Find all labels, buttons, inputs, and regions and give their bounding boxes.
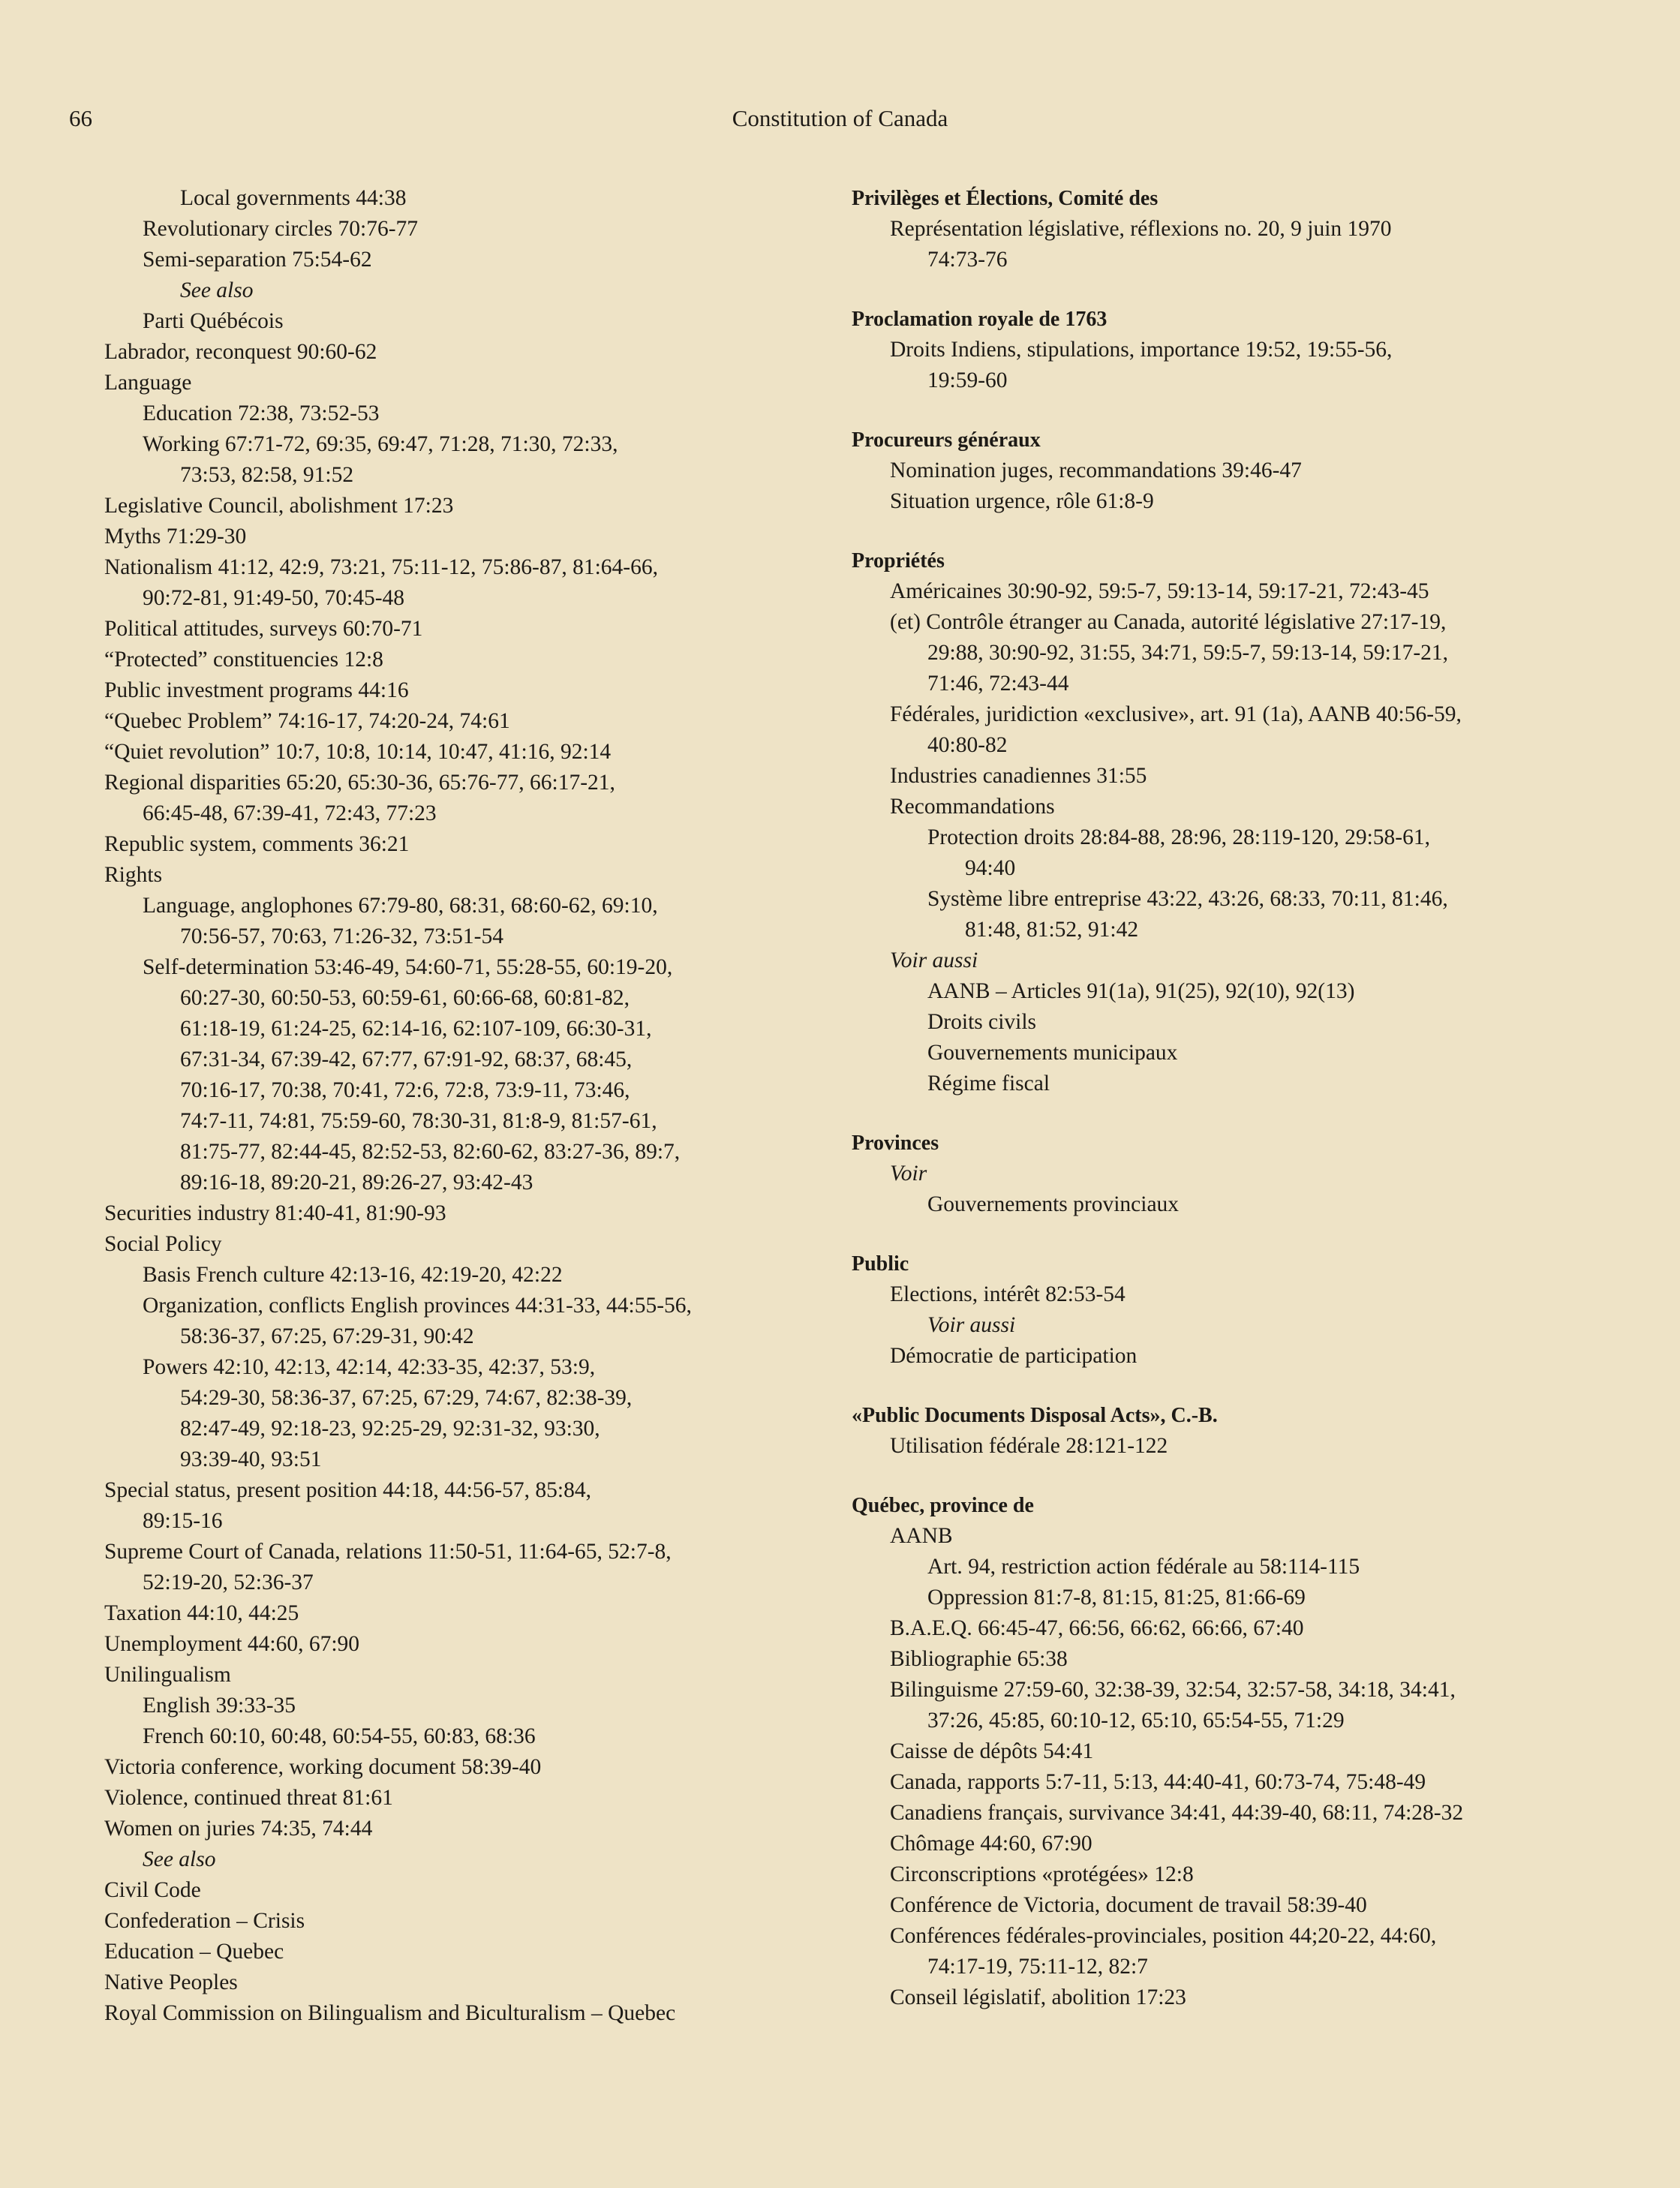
index-entry: Special status, present position 44:18, 44:56-57, 85:84,	[104, 1478, 591, 1502]
index-entry: French 60:10, 60:48, 60:54-55, 60:83, 68:36	[143, 1724, 536, 1748]
entry-spacer	[852, 1462, 1602, 1490]
index-entry: Oppression 81:7-8, 81:15, 81:25, 81:66-69	[927, 1585, 1306, 1609]
index-entry: Droits Indiens, stipulations, importance 19:52, 19:55-56,	[890, 338, 1393, 362]
index-entry: 37:26, 45:85, 60:10-12, 65:10, 65:54-55, 71:29	[927, 1709, 1345, 1733]
index-entry: 52:19-20, 52:36-37	[143, 1570, 314, 1594]
index-entry: Voir aussi	[927, 1313, 1016, 1337]
index-entry: Confederation – Crisis	[104, 1909, 305, 1933]
index-entry: Canada, rapports 5:7-11, 5:13, 44:40-41, 60:73-74, 75:48-49	[890, 1770, 1426, 1794]
index-entry: 74:17-19, 75:11-12, 82:7	[927, 1955, 1148, 1979]
index-entry: Organization, conflicts English provinces 44:31-33, 44:55-56,	[143, 1294, 692, 1318]
index-entry: English 39:33-35	[143, 1694, 296, 1718]
index-heading: Procureurs généraux	[852, 428, 1041, 452]
index-entry: Voir aussi	[890, 948, 978, 972]
index-entry: See also	[180, 278, 254, 302]
index-entry: Unilingualism	[104, 1663, 231, 1687]
index-entry: Education – Quebec	[104, 1940, 284, 1964]
index-entry: Working 67:71-72, 69:35, 69:47, 71:28, 71:30, 72:33,	[143, 432, 618, 456]
index-entry: 74:73-76	[927, 248, 1008, 272]
index-column-left	[104, 183, 817, 2029]
index-entry: Parti Québécois	[143, 309, 284, 333]
index-entry: AANB – Articles 91(1a), 91(25), 92(10), 92(13)	[927, 979, 1355, 1003]
index-column-right	[852, 183, 1602, 2013]
index-entry: Self-determination 53:46-49, 54:60-71, 55:28-55, 60:19-20,	[143, 955, 673, 979]
index-entry: Public investment programs 44:16	[104, 678, 409, 702]
index-entry: Conférence de Victoria, document de travail 58:39-40	[890, 1893, 1367, 1917]
index-entry: Legislative Council, abolishment 17:23	[104, 494, 454, 518]
index-entry: 73:53, 82:58, 91:52	[180, 463, 354, 487]
index-entry: “Protected” constituencies 12:8	[104, 648, 383, 672]
index-entry: Américaines 30:90-92, 59:5-7, 59:13-14, 59:17-21, 72:43-45	[890, 579, 1429, 603]
index-entry: Chômage 44:60, 67:90	[890, 1832, 1092, 1856]
index-heading: Provinces	[852, 1132, 939, 1155]
index-heading: Proclamation royale de 1763	[852, 308, 1107, 331]
index-entry: Système libre entreprise 43:22, 43:26, 68:33, 70:11, 81:46,	[927, 887, 1448, 911]
index-entry: Republic system, comments 36:21	[104, 832, 410, 856]
index-entry: 19:59-60	[927, 368, 1008, 392]
index-entry: Industries canadiennes 31:55	[890, 764, 1147, 788]
index-entry: Nomination juges, recommandations 39:46-47	[890, 458, 1302, 482]
index-entry: Language, anglophones 67:79-80, 68:31, 68:60-62, 69:10,	[143, 894, 658, 918]
index-entry: Recommandations	[890, 795, 1055, 819]
index-entry: 89:15-16	[143, 1509, 223, 1533]
index-entry: Women on juries 74:35, 74:44	[104, 1817, 373, 1841]
index-entry: Royal Commission on Bilingualism and Biculturalism – Quebec	[104, 2001, 676, 2025]
page-header	[0, 105, 1680, 135]
index-entry: 93:39-40, 93:51	[180, 1447, 322, 1471]
index-entry: 94:40	[965, 856, 1016, 880]
index-entry: Violence, continued threat 81:61	[104, 1786, 393, 1810]
index-entry: Revolutionary circles 70:76-77	[143, 217, 419, 241]
index-entry: Victoria conference, working document 58:39-40	[104, 1755, 542, 1779]
index-entry: 61:18-19, 61:24-25, 62:14-16, 62:107-109, 66:30-31,	[180, 1017, 652, 1041]
index-entry: Language	[104, 371, 192, 395]
index-entry: Unemployment 44:60, 67:90	[104, 1632, 360, 1656]
page-number: 66	[69, 105, 92, 131]
index-entry: Protection droits 28:84-88, 28:96, 28:119-120, 29:58-61,	[927, 825, 1430, 849]
index-entry: Taxation 44:10, 44:25	[104, 1601, 299, 1625]
index-entry: Education 72:38, 73:52-53	[143, 401, 380, 425]
index-entry: Caisse de dépôts 54:41	[890, 1739, 1094, 1763]
index-entry: Labrador, reconquest 90:60-62	[104, 340, 377, 364]
entry-spacer	[852, 396, 1602, 425]
index-entry: Conférences fédérales-provinciales, position 44;20-22, 44:60,	[890, 1924, 1437, 1948]
index-entry: Situation urgence, rôle 61:8-9	[890, 489, 1154, 513]
index-entry: “Quebec Problem” 74:16-17, 74:20-24, 74:61	[104, 709, 510, 733]
index-entry: Elections, intérêt 82:53-54	[890, 1282, 1126, 1306]
index-entry: 70:56-57, 70:63, 71:26-32, 73:51-54	[180, 924, 504, 948]
index-entry: Gouvernements municipaux	[927, 1041, 1178, 1065]
index-entry: 70:16-17, 70:38, 70:41, 72:6, 72:8, 73:9-11, 73:46,	[180, 1078, 630, 1102]
index-entry: Gouvernements provinciaux	[927, 1192, 1180, 1216]
index-entry: 66:45-48, 67:39-41, 72:43, 77:23	[143, 801, 437, 825]
index-entry: Démocratie de participation	[890, 1344, 1138, 1368]
index-entry: 58:36-37, 67:25, 67:29-31, 90:42	[180, 1324, 474, 1348]
index-entry: B.A.E.Q. 66:45-47, 66:56, 66:62, 66:66, 67:40	[890, 1616, 1304, 1640]
index-entry: 67:31-34, 67:39-42, 67:77, 67:91-92, 68:37, 68:45,	[180, 1047, 633, 1071]
entry-spacer	[852, 1372, 1602, 1400]
index-entry: Droits civils	[927, 1010, 1037, 1034]
index-entry: See also	[143, 1847, 216, 1871]
index-entry: Social Policy	[104, 1232, 222, 1256]
index-heading: Propriétés	[852, 549, 945, 573]
index-entry: Représentation législative, réflexions no. 20, 9 juin 1970	[890, 217, 1392, 241]
index-entry: 81:75-77, 82:44-45, 82:52-53, 82:60-62, 83:27-36, 89:7,	[180, 1140, 681, 1164]
index-entry: 81:48, 81:52, 91:42	[965, 918, 1139, 942]
index-entry: Canadiens français, survivance 34:41, 44:39-40, 68:11, 74:28-32	[890, 1801, 1464, 1825]
index-entry: Basis French culture 42:13-16, 42:19-20, 42:22	[143, 1263, 563, 1287]
entry-spacer	[852, 275, 1602, 304]
index-entry: 90:72-81, 91:49-50, 70:45-48	[143, 586, 405, 610]
index-entry: “Quiet revolution” 10:7, 10:8, 10:14, 10:47, 41:16, 92:14	[104, 740, 612, 764]
index-entry: Myths 71:29-30	[104, 524, 247, 549]
index-heading: «Public Documents Disposal Acts», C.-B.	[852, 1404, 1218, 1427]
index-entry: 71:46, 72:43-44	[927, 672, 1069, 696]
index-entry: Civil Code	[104, 1878, 201, 1902]
index-entry: 82:47-49, 92:18-23, 92:25-29, 92:31-32, 93:30,	[180, 1417, 600, 1441]
index-entry: Conseil législatif, abolition 17:23	[890, 1985, 1186, 2009]
index-entry: 40:80-82	[927, 733, 1008, 757]
index-entry: Bilinguisme 27:59-60, 32:38-39, 32:54, 32:57-58, 34:18, 34:41,	[890, 1678, 1456, 1702]
index-entry: Supreme Court of Canada, relations 11:50-51, 11:64-65, 52:7-8,	[104, 1540, 672, 1564]
index-entry: Regional disparities 65:20, 65:30-36, 65:76-77, 66:17-21,	[104, 771, 615, 795]
index-entry: Bibliographie 65:38	[890, 1647, 1068, 1671]
index-entry: Utilisation fédérale 28:121-122	[890, 1434, 1168, 1458]
index-entry: Régime fiscal	[927, 1071, 1050, 1096]
index-entry: 60:27-30, 60:50-53, 60:59-61, 60:66-68, 60:81-82,	[180, 986, 630, 1010]
index-entry: Native Peoples	[104, 1970, 238, 1994]
index-heading: Privilèges et Élections, Comité des	[852, 187, 1159, 210]
index-entry: (et) Contrôle étranger au Canada, autorité législative 27:17-19,	[890, 610, 1447, 634]
index-entry: Local governments 44:38	[180, 186, 407, 210]
index-entry: Political attitudes, surveys 60:70-71	[104, 617, 423, 641]
index-entry: Rights	[104, 863, 163, 887]
index-entry: Voir	[890, 1162, 927, 1186]
index-entry: Circonscriptions «protégées» 12:8	[890, 1862, 1194, 1886]
entry-spacer	[852, 517, 1602, 545]
index-entry: 74:7-11, 74:81, 75:59-60, 78:30-31, 81:8-9, 81:57-61,	[180, 1109, 657, 1133]
index-entry: Powers 42:10, 42:13, 42:14, 42:33-35, 42:37, 53:9,	[143, 1355, 596, 1379]
index-heading: Public	[852, 1252, 909, 1276]
index-entry: Fédérales, juridiction «exclusive», art. 91 (1a), AANB 40:56-59,	[890, 702, 1462, 726]
entry-spacer	[852, 1220, 1602, 1249]
index-entry: 89:16-18, 89:20-21, 89:26-27, 93:42-43	[180, 1171, 533, 1195]
index-entry: 29:88, 30:90-92, 31:55, 34:71, 59:5-7, 59:13-14, 59:17-21,	[927, 641, 1449, 665]
index-entry: Art. 94, restriction action fédérale au 58:114-115	[927, 1555, 1360, 1579]
index-entry: AANB	[890, 1524, 953, 1548]
index-entry: Semi-separation 75:54-62	[143, 248, 372, 272]
entry-spacer	[852, 1099, 1602, 1128]
running-title: Constitution of Canada	[732, 105, 948, 131]
index-entry: 54:29-30, 58:36-37, 67:25, 67:29, 74:67, 82:38-39,	[180, 1386, 633, 1410]
index-heading: Québec, province de	[852, 1494, 1034, 1517]
index-entry: Nationalism 41:12, 42:9, 73:21, 75:11-12, 75:86-87, 81:64-66,	[104, 555, 659, 579]
index-entry: Securities industry 81:40-41, 81:90-93	[104, 1201, 446, 1225]
